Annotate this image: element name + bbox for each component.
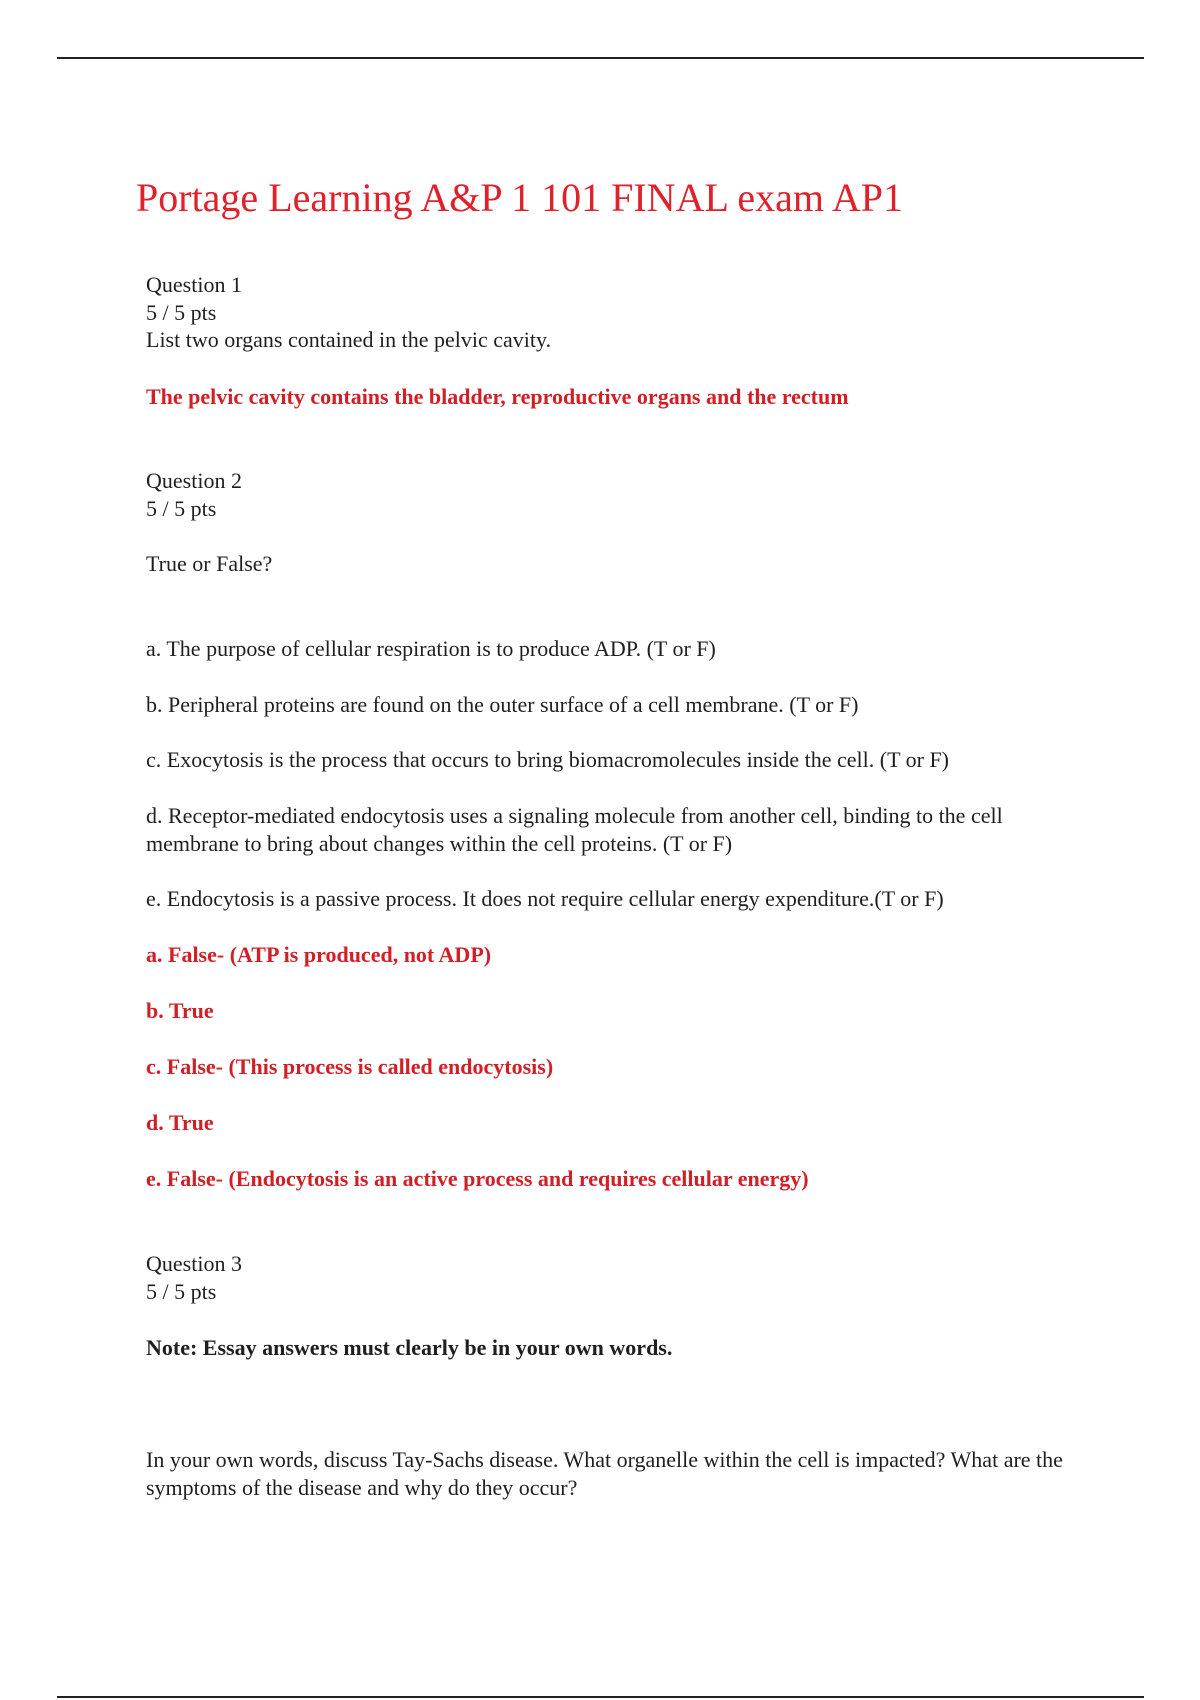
question-1-prompt: List two organs contained in the pelvic cavity. [146, 327, 552, 352]
question-3-points: 5 / 5 pts [146, 1279, 217, 1304]
question-2-statement-a: a. The purpose of cellular respiration is to produce ADP. (T or F) [146, 636, 716, 661]
top-rule [57, 57, 1144, 59]
question-2-answer-d: d. True [146, 1110, 214, 1135]
bottom-rule [57, 1696, 1144, 1698]
question-2-prompt: True or False? [146, 551, 273, 576]
question-2-answer-e: e. False- (Endocytosis is an active process and requires cellular energy) [146, 1166, 809, 1191]
document-title: Portage Learning A&P 1 101 FINAL exam AP1 [136, 175, 903, 220]
question-2-answer-b: b. True [146, 998, 214, 1023]
question-2-statement-d: d. Receptor-mediated endocytosis uses a signaling molecule from another cell, binding to the cell membrane to bring about changes within the cell proteins. (T or F) [146, 803, 1003, 856]
question-1-points: 5 / 5 pts [146, 300, 217, 325]
question-1-label: Question 1 [146, 272, 242, 297]
question-2-label: Question 2 [146, 468, 242, 493]
question-2-points: 5 / 5 pts [146, 496, 217, 521]
question-2-statement-e: e. Endocytosis is a passive process. It does not require cellular energy expenditure.(T or F) [146, 886, 944, 911]
question-1-answer: The pelvic cavity contains the bladder, reproductive organs and the rectum [146, 384, 849, 409]
question-3-note: Note: Essay answers must clearly be in your own words. [146, 1335, 673, 1360]
question-2-answer-c: c. False- (This process is called endocytosis) [146, 1054, 554, 1079]
question-3-prompt: In your own words, discuss Tay-Sachs disease. What organelle within the cell is impacted? What are the symptoms of the disease and why do they occur? [146, 1447, 1063, 1500]
question-3-label: Question 3 [146, 1251, 242, 1276]
question-2-statement-b: b. Peripheral proteins are found on the outer surface of a cell membrane. (T or F) [146, 692, 859, 717]
question-2-answer-a: a. False- (ATP is produced, not ADP) [146, 942, 492, 967]
question-2-statement-c: c. Exocytosis is the process that occurs to bring biomacromolecules inside the cell. (T or F) [146, 747, 950, 772]
